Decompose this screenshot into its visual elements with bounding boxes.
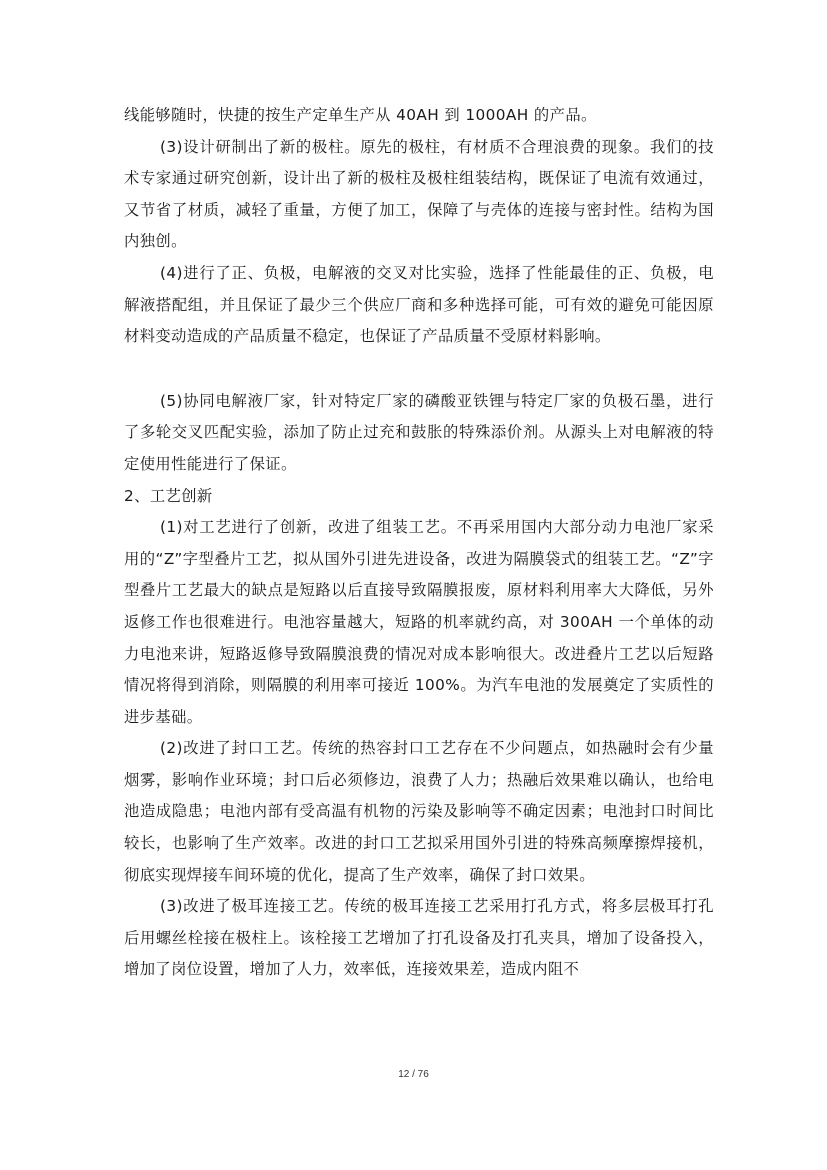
paragraph-gap	[124, 353, 714, 386]
paragraph-continuation: 线能够随时，快捷的按生产定单生产从 40AH 到 1000AH 的产品。	[124, 106, 597, 124]
page-number: 12 / 76	[398, 1069, 429, 1080]
paragraph-item-3-pole: (3)设计研制出了新的极柱。原先的极柱，有材质不合理浪费的现象。我们的技术专家通过研究创新，设计出了新的极柱及极柱组装结构，既保证了电流有效通过，又节省了材质，减轻了重量，方便了加工，保障了与壳体的连接与密封性。结构为国内独创。	[124, 137, 714, 251]
body-text	[124, 100, 714, 986]
paragraph-item-5-electrolyte-vendor: (5)协同电解液厂家，针对特定厂家的磷酸亚铁锂与特定厂家的负极石墨，进行了多轮交叉匹配实验，添加了防止过充和鼓胀的特殊添价剂。从源头上对电解液的特定使用性能进行了保证。	[124, 391, 714, 473]
paragraph-process-1-assembly: (1)对工艺进行了创新，改进了组装工艺。不再采用国内大部分动力电池厂家采用的“Z”字型叠片工艺，拟从国外引进先进设备，改进为隔膜袋式的组装工艺。“Z”字型叠片工艺最大的缺点是短路以后直接导致隔膜报废，原材料利用率大大降低，另外返修工作也很难进行。电池容量越大，短路的机率就约高，对 300AH 一个单体的动力电池来讲，短路返修导致隔膜浪费的情况对成本影响很大。改进叠片工艺以后短路情况将得到消除，则隔膜的利用率可接近 100%。为汽车电池的发展奠定了实质性的进步基础。	[124, 518, 714, 726]
paragraph-process-3-tab-connection: (3)改进了极耳连接工艺。传统的极耳连接工艺采用打孔方式，将多层极耳打孔后用螺丝栓接在极柱上。该栓接工艺增加了打孔设备及打孔夹具，增加了设备投入，增加了岗位设置，增加了人力，效率低，连接效果差，造成内阻不	[124, 897, 714, 979]
paragraph-process-2-sealing: (2)改进了封口工艺。传统的热容封口工艺存在不少问题点，如热融时会有少量烟雾，影响作业环境；封口后必须修边，浪费了人力；热融后效果难以确认，也给电池造成隐患；电池内部有受高温有机物的污染及影响等不确定因素；电池封口时间比较长，也影响了生产效率。改进的封口工艺拟采用国外引进的特殊高频摩擦焊接机，彻底实现焊接车间环境的优化，提高了生产效率，确保了封口效果。	[124, 739, 714, 884]
paragraph-item-4-electrolyte-test: (4)进行了正、负极，电解液的交叉对比实验，选择了性能最佳的正、负极，电解液搭配组，并且保证了最少三个供应厂商和多种选择可能，可有效的避免可能因原材料变动造成的产品质量不稳定，也保证了产品质量不受原材料影响。	[124, 263, 714, 346]
section-heading-process-innovation: 2、工艺创新	[124, 486, 213, 505]
